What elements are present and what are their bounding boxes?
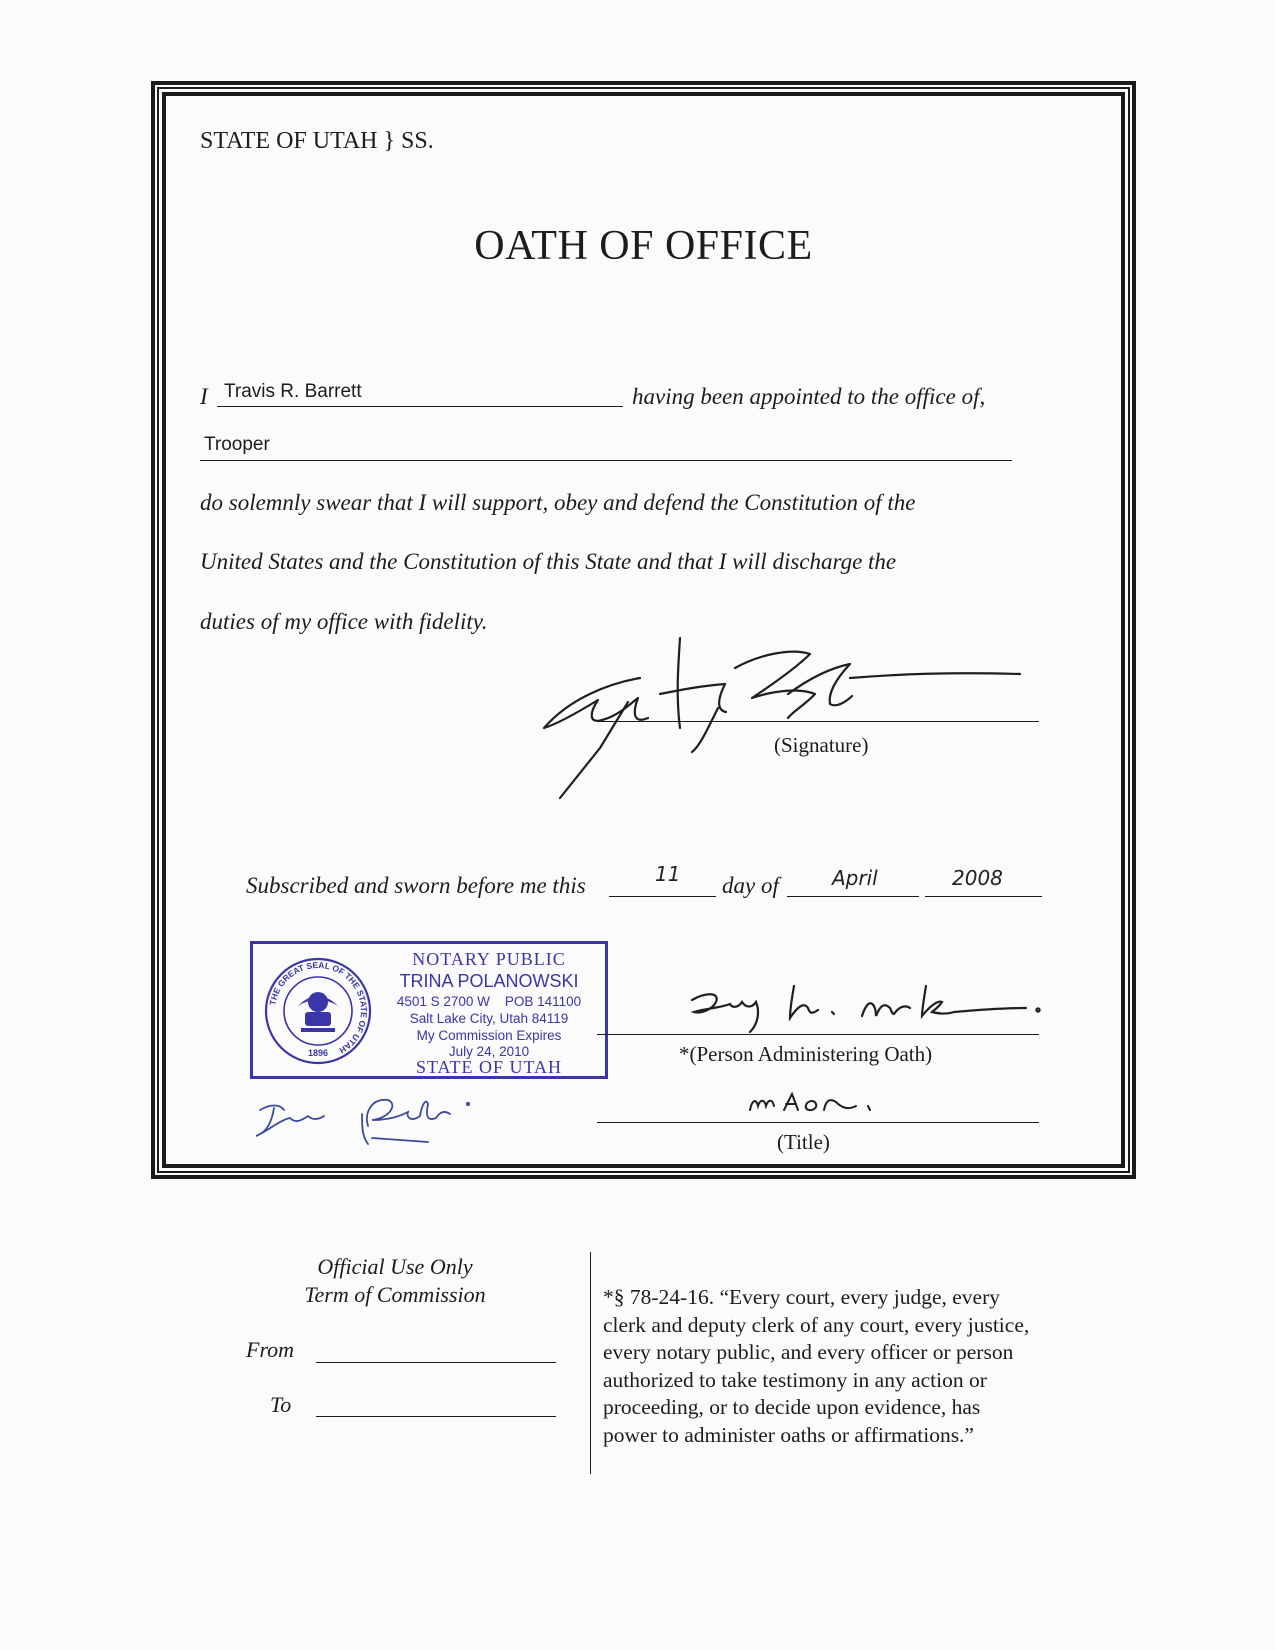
statute-line: proceeding, or to decide upon evidence, has bbox=[603, 1395, 981, 1419]
sworn-year-field[interactable]: 2008 bbox=[952, 866, 1003, 890]
administrator-title-handwriting bbox=[744, 1080, 944, 1120]
notary-name: TRINA POLANOWSKI bbox=[399, 971, 579, 991]
from-field[interactable] bbox=[316, 1362, 556, 1363]
sworn-day-field[interactable]: 11 bbox=[655, 862, 681, 886]
from-label: From bbox=[246, 1337, 295, 1362]
statute-line: authorized to take testimony in any action or bbox=[603, 1367, 987, 1392]
state-seal-icon bbox=[263, 956, 373, 1066]
svg-text:1896: 1896 bbox=[307, 1048, 329, 1058]
oath-text-line-2: United States and the Constitution of this State and that I will discharge the bbox=[200, 549, 897, 574]
signature-caption: (Signature) bbox=[774, 733, 869, 757]
office-title-underline bbox=[200, 460, 1012, 461]
appointed-text: having been appointed to the office of, bbox=[632, 384, 986, 409]
statute-line: *§ 78-24-16. “Every court, every judge, every bbox=[603, 1285, 1001, 1309]
notary-state: STATE OF UTAH bbox=[415, 1057, 563, 1077]
document-title: OATH OF OFFICE bbox=[474, 223, 813, 269]
notary-title: NOTARY PUBLIC bbox=[412, 949, 566, 969]
oath-text-line-3: duties of my office with fidelity. bbox=[200, 609, 488, 634]
administrator-caption: *(Person Administering Oath) bbox=[679, 1042, 933, 1066]
notary-address: 4501 S 2700 W POB 141100 bbox=[396, 994, 582, 1009]
notary-stamp bbox=[250, 941, 608, 1079]
appointee-signature bbox=[530, 628, 1050, 808]
title-caption: (Title) bbox=[777, 1130, 830, 1154]
office-title-field[interactable]: Trooper bbox=[204, 434, 270, 455]
pronoun-label: I bbox=[200, 384, 208, 409]
statute-line: clerk and deputy clerk of any court, every justice, bbox=[603, 1312, 1030, 1337]
administrator-underline bbox=[597, 1034, 1039, 1035]
sworn-prefix: Subscribed and sworn before me this bbox=[246, 873, 586, 898]
notary-signature bbox=[250, 1090, 510, 1150]
to-field[interactable] bbox=[316, 1416, 556, 1417]
sworn-month-underline bbox=[787, 896, 919, 897]
to-label: To bbox=[270, 1392, 292, 1417]
administrator-title-field[interactable] bbox=[0, 0, 1, 1]
notary-commission-date: July 24, 2010 bbox=[448, 1044, 530, 1059]
signature-underline bbox=[597, 721, 1039, 722]
sworn-year-underline bbox=[925, 896, 1042, 897]
notary-city: Salt Lake City, Utah 84119 bbox=[409, 1011, 569, 1026]
svg-text:THE GREAT SEAL OF THE STATE OF: THE GREAT SEAL OF THE STATE OF UTAH bbox=[267, 959, 370, 1056]
sworn-day-underline bbox=[609, 896, 716, 897]
sworn-month-field[interactable]: April bbox=[832, 866, 878, 890]
day-of-label: day of bbox=[722, 873, 779, 898]
vertical-divider bbox=[590, 1252, 591, 1474]
oath-text-line-1: do solemnly swear that I will support, obey and defend the Constitution of the bbox=[200, 490, 916, 515]
statute-line: power to administer oaths or affirmations.” bbox=[603, 1422, 974, 1447]
appointee-name-field[interactable]: Travis R. Barrett bbox=[224, 381, 362, 402]
statute-text bbox=[603, 1284, 1029, 1449]
term-of-commission-heading: Term of Commission bbox=[304, 1282, 486, 1307]
state-heading: STATE OF UTAH } SS. bbox=[200, 128, 434, 154]
official-use-heading: Official Use Only bbox=[317, 1254, 473, 1279]
statute-line: every notary public, and every officer or person bbox=[603, 1340, 1014, 1364]
appointee-name-underline bbox=[217, 406, 623, 407]
title-underline bbox=[597, 1122, 1039, 1123]
notary-commission-label: My Commission Expires bbox=[416, 1028, 562, 1043]
administrator-signature bbox=[686, 978, 1086, 1038]
